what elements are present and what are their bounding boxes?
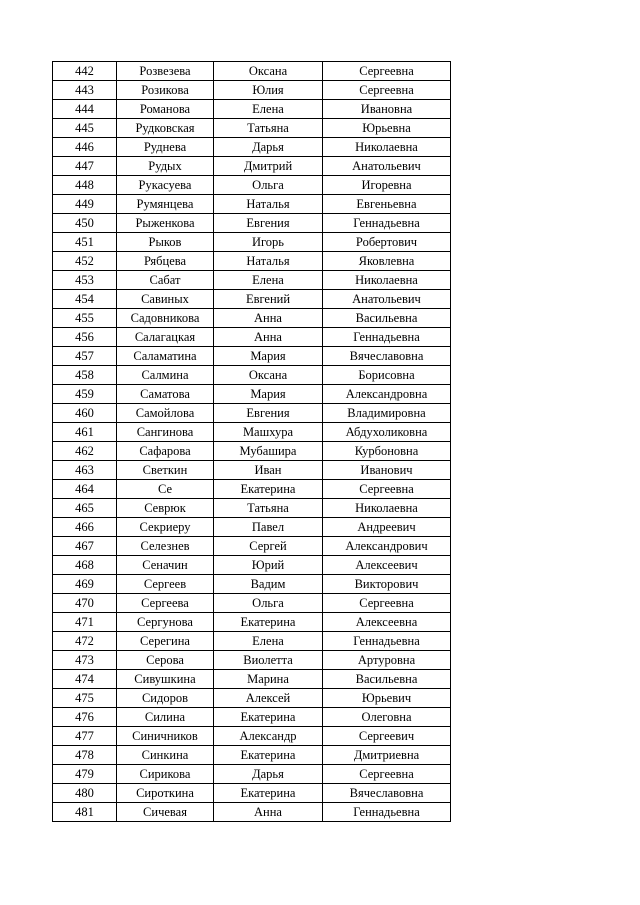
- row-number-cell: 443: [53, 81, 117, 100]
- first-name-cell: Елена: [214, 271, 323, 290]
- last-name-cell: Сергеев: [117, 575, 214, 594]
- first-name-cell: Татьяна: [214, 499, 323, 518]
- patronymic-cell: Александровна: [323, 385, 451, 404]
- first-name-cell: Екатерина: [214, 480, 323, 499]
- row-number-cell: 478: [53, 746, 117, 765]
- table-row: [53, 119, 451, 138]
- last-name-cell: Розвезева: [117, 62, 214, 81]
- row-number-cell: 472: [53, 632, 117, 651]
- table-row: [53, 442, 451, 461]
- last-name-cell: Рудковская: [117, 119, 214, 138]
- patronymic-cell: Николаевна: [323, 138, 451, 157]
- table-row: [53, 518, 451, 537]
- last-name-cell: Сирикова: [117, 765, 214, 784]
- first-name-cell: Ольга: [214, 594, 323, 613]
- row-number-cell: 442: [53, 62, 117, 81]
- last-name-cell: Розикова: [117, 81, 214, 100]
- row-number-cell: 456: [53, 328, 117, 347]
- patronymic-cell: Евгеньевна: [323, 195, 451, 214]
- table-row: [53, 556, 451, 575]
- table-row: [53, 385, 451, 404]
- first-name-cell: Дарья: [214, 138, 323, 157]
- last-name-cell: Синкина: [117, 746, 214, 765]
- table-row: [53, 404, 451, 423]
- first-name-cell: Оксана: [214, 366, 323, 385]
- table-row: [53, 689, 451, 708]
- patronymic-cell: Геннадьевна: [323, 632, 451, 651]
- row-number-cell: 480: [53, 784, 117, 803]
- last-name-cell: Сироткина: [117, 784, 214, 803]
- last-name-cell: Сивушкина: [117, 670, 214, 689]
- patronymic-cell: Робертович: [323, 233, 451, 252]
- table-row: [53, 727, 451, 746]
- first-name-cell: Оксана: [214, 62, 323, 81]
- row-number-cell: 470: [53, 594, 117, 613]
- table-row: [53, 195, 451, 214]
- row-number-cell: 474: [53, 670, 117, 689]
- last-name-cell: Сабат: [117, 271, 214, 290]
- table-row: [53, 62, 451, 81]
- first-name-cell: Игорь: [214, 233, 323, 252]
- patronymic-cell: Юрьевич: [323, 689, 451, 708]
- row-number-cell: 465: [53, 499, 117, 518]
- table-row: [53, 309, 451, 328]
- first-name-cell: Сергей: [214, 537, 323, 556]
- patronymic-cell: Борисовна: [323, 366, 451, 385]
- names-table: [52, 61, 451, 822]
- table-row: [53, 784, 451, 803]
- last-name-cell: Рыков: [117, 233, 214, 252]
- first-name-cell: Мария: [214, 347, 323, 366]
- last-name-cell: Рудых: [117, 157, 214, 176]
- table-row: [53, 480, 451, 499]
- last-name-cell: Сафарова: [117, 442, 214, 461]
- table-row: [53, 290, 451, 309]
- patronymic-cell: Викторович: [323, 575, 451, 594]
- table-row: [53, 214, 451, 233]
- row-number-cell: 452: [53, 252, 117, 271]
- row-number-cell: 464: [53, 480, 117, 499]
- first-name-cell: Александр: [214, 727, 323, 746]
- first-name-cell: Дмитрий: [214, 157, 323, 176]
- row-number-cell: 455: [53, 309, 117, 328]
- patronymic-cell: Анатольевич: [323, 290, 451, 309]
- first-name-cell: Наталья: [214, 252, 323, 271]
- row-number-cell: 467: [53, 537, 117, 556]
- last-name-cell: Салагацкая: [117, 328, 214, 347]
- last-name-cell: Силина: [117, 708, 214, 727]
- first-name-cell: Марина: [214, 670, 323, 689]
- last-name-cell: Синичников: [117, 727, 214, 746]
- last-name-cell: Селезнев: [117, 537, 214, 556]
- patronymic-cell: Сергеевна: [323, 62, 451, 81]
- patronymic-cell: Геннадьевна: [323, 328, 451, 347]
- first-name-cell: Елена: [214, 632, 323, 651]
- last-name-cell: Сичевая: [117, 803, 214, 822]
- first-name-cell: Юлия: [214, 81, 323, 100]
- patronymic-cell: Сергеевна: [323, 765, 451, 784]
- table-row: [53, 537, 451, 556]
- patronymic-cell: Васильевна: [323, 670, 451, 689]
- patronymic-cell: Юрьевна: [323, 119, 451, 138]
- patronymic-cell: Вячеславовна: [323, 347, 451, 366]
- first-name-cell: Иван: [214, 461, 323, 480]
- table-row: [53, 499, 451, 518]
- table-row: [53, 632, 451, 651]
- last-name-cell: Саламатина: [117, 347, 214, 366]
- table-row: [53, 708, 451, 727]
- row-number-cell: 466: [53, 518, 117, 537]
- last-name-cell: Сидоров: [117, 689, 214, 708]
- row-number-cell: 461: [53, 423, 117, 442]
- first-name-cell: Павел: [214, 518, 323, 537]
- last-name-cell: Рябцева: [117, 252, 214, 271]
- row-number-cell: 468: [53, 556, 117, 575]
- patronymic-cell: Артуровна: [323, 651, 451, 670]
- last-name-cell: Саматова: [117, 385, 214, 404]
- row-number-cell: 473: [53, 651, 117, 670]
- patronymic-cell: Вячеславовна: [323, 784, 451, 803]
- table-row: [53, 176, 451, 195]
- table-row: [53, 81, 451, 100]
- row-number-cell: 453: [53, 271, 117, 290]
- first-name-cell: Анна: [214, 803, 323, 822]
- table-row: [53, 575, 451, 594]
- first-name-cell: Екатерина: [214, 746, 323, 765]
- first-name-cell: Машхура: [214, 423, 323, 442]
- table-row: [53, 328, 451, 347]
- table-row: [53, 594, 451, 613]
- last-name-cell: Серегина: [117, 632, 214, 651]
- first-name-cell: Екатерина: [214, 784, 323, 803]
- row-number-cell: 450: [53, 214, 117, 233]
- first-name-cell: Юрий: [214, 556, 323, 575]
- patronymic-cell: Иванович: [323, 461, 451, 480]
- last-name-cell: Сергунова: [117, 613, 214, 632]
- first-name-cell: Евгений: [214, 290, 323, 309]
- row-number-cell: 475: [53, 689, 117, 708]
- row-number-cell: 457: [53, 347, 117, 366]
- table-row: [53, 271, 451, 290]
- last-name-cell: Сангинова: [117, 423, 214, 442]
- patronymic-cell: Владимировна: [323, 404, 451, 423]
- patronymic-cell: Александрович: [323, 537, 451, 556]
- table-row: [53, 670, 451, 689]
- patronymic-cell: Сергеевна: [323, 594, 451, 613]
- table-row: [53, 157, 451, 176]
- patronymic-cell: Олеговна: [323, 708, 451, 727]
- row-number-cell: 463: [53, 461, 117, 480]
- row-number-cell: 447: [53, 157, 117, 176]
- row-number-cell: 454: [53, 290, 117, 309]
- patronymic-cell: Сергеевна: [323, 81, 451, 100]
- row-number-cell: 448: [53, 176, 117, 195]
- last-name-cell: Се: [117, 480, 214, 499]
- row-number-cell: 446: [53, 138, 117, 157]
- last-name-cell: Севрюк: [117, 499, 214, 518]
- patronymic-cell: Николаевна: [323, 499, 451, 518]
- last-name-cell: Савиных: [117, 290, 214, 309]
- table-row: [53, 746, 451, 765]
- last-name-cell: Садовникова: [117, 309, 214, 328]
- first-name-cell: Вадим: [214, 575, 323, 594]
- row-number-cell: 449: [53, 195, 117, 214]
- first-name-cell: Евгения: [214, 214, 323, 233]
- first-name-cell: Екатерина: [214, 613, 323, 632]
- table-row: [53, 651, 451, 670]
- patronymic-cell: Сергеевна: [323, 480, 451, 499]
- first-name-cell: Анна: [214, 309, 323, 328]
- table-row: [53, 461, 451, 480]
- row-number-cell: 471: [53, 613, 117, 632]
- row-number-cell: 481: [53, 803, 117, 822]
- row-number-cell: 476: [53, 708, 117, 727]
- patronymic-cell: Яковлевна: [323, 252, 451, 271]
- patronymic-cell: Николаевна: [323, 271, 451, 290]
- table-row: [53, 803, 451, 822]
- last-name-cell: Салмина: [117, 366, 214, 385]
- last-name-cell: Романова: [117, 100, 214, 119]
- first-name-cell: Татьяна: [214, 119, 323, 138]
- row-number-cell: 462: [53, 442, 117, 461]
- row-number-cell: 469: [53, 575, 117, 594]
- patronymic-cell: Курбоновна: [323, 442, 451, 461]
- patronymic-cell: Алексеевич: [323, 556, 451, 575]
- table-row: [53, 423, 451, 442]
- row-number-cell: 451: [53, 233, 117, 252]
- patronymic-cell: Дмитриевна: [323, 746, 451, 765]
- patronymic-cell: Анатольевич: [323, 157, 451, 176]
- patronymic-cell: Геннадьевна: [323, 214, 451, 233]
- patronymic-cell: Абдухоликовна: [323, 423, 451, 442]
- first-name-cell: Евгения: [214, 404, 323, 423]
- last-name-cell: Румянцева: [117, 195, 214, 214]
- table-row: [53, 347, 451, 366]
- row-number-cell: 460: [53, 404, 117, 423]
- last-name-cell: Руднева: [117, 138, 214, 157]
- row-number-cell: 459: [53, 385, 117, 404]
- table-row: [53, 765, 451, 784]
- first-name-cell: Виолетта: [214, 651, 323, 670]
- table-row: [53, 233, 451, 252]
- table-row: [53, 100, 451, 119]
- patronymic-cell: Ивановна: [323, 100, 451, 119]
- patronymic-cell: Алексеевна: [323, 613, 451, 632]
- table-row: [53, 366, 451, 385]
- last-name-cell: Сеначин: [117, 556, 214, 575]
- first-name-cell: Наталья: [214, 195, 323, 214]
- row-number-cell: 479: [53, 765, 117, 784]
- first-name-cell: Елена: [214, 100, 323, 119]
- table-row: [53, 252, 451, 271]
- patronymic-cell: Игоревна: [323, 176, 451, 195]
- last-name-cell: Рыженкова: [117, 214, 214, 233]
- row-number-cell: 444: [53, 100, 117, 119]
- row-number-cell: 458: [53, 366, 117, 385]
- patronymic-cell: Геннадьевна: [323, 803, 451, 822]
- patronymic-cell: Васильевна: [323, 309, 451, 328]
- last-name-cell: Секриеру: [117, 518, 214, 537]
- first-name-cell: Дарья: [214, 765, 323, 784]
- last-name-cell: Серова: [117, 651, 214, 670]
- first-name-cell: Анна: [214, 328, 323, 347]
- row-number-cell: 445: [53, 119, 117, 138]
- patronymic-cell: Сергеевич: [323, 727, 451, 746]
- row-number-cell: 477: [53, 727, 117, 746]
- first-name-cell: Мария: [214, 385, 323, 404]
- table-row: [53, 613, 451, 632]
- last-name-cell: Сергеева: [117, 594, 214, 613]
- table-row: [53, 138, 451, 157]
- first-name-cell: Алексей: [214, 689, 323, 708]
- first-name-cell: Мубашира: [214, 442, 323, 461]
- patronymic-cell: Андреевич: [323, 518, 451, 537]
- last-name-cell: Самойлова: [117, 404, 214, 423]
- names-table-body: [53, 62, 451, 822]
- first-name-cell: Ольга: [214, 176, 323, 195]
- last-name-cell: Светкин: [117, 461, 214, 480]
- last-name-cell: Рукасуева: [117, 176, 214, 195]
- first-name-cell: Екатерина: [214, 708, 323, 727]
